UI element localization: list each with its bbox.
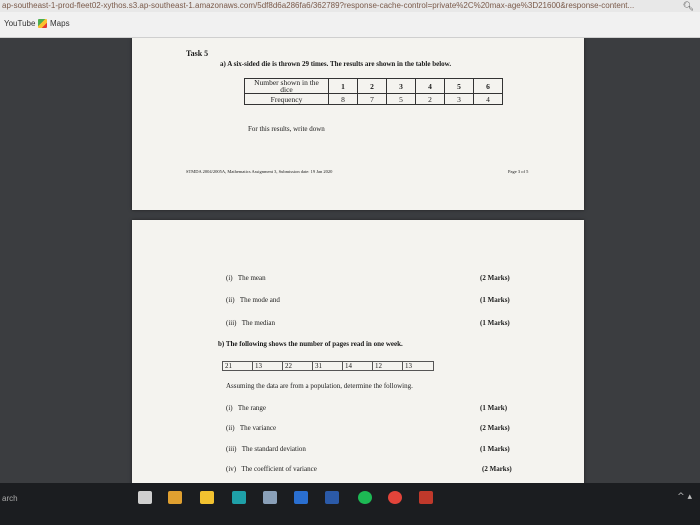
spotify-icon[interactable] xyxy=(358,491,372,504)
item-text: The variance xyxy=(239,424,277,432)
item-number: (i) xyxy=(226,274,233,282)
table-cell: 4 xyxy=(416,79,445,94)
table-row xyxy=(245,79,503,94)
item-number: (iii) xyxy=(226,445,237,453)
chrome-icon[interactable] xyxy=(388,491,402,504)
page-footer-left: STMDA 2004/2005A, Mathematics Assignment 3, Submission date: 19 Jan 2020 xyxy=(186,169,333,174)
table-cell: 6 xyxy=(474,79,503,94)
item-text: The mode and xyxy=(239,296,280,304)
list-item xyxy=(226,296,280,304)
table-cell: 5 xyxy=(387,94,416,105)
marks-label: (1 Marks) xyxy=(480,319,510,327)
list-item xyxy=(226,424,276,432)
mail-icon[interactable] xyxy=(294,491,308,504)
marks-label: (2 Marks) xyxy=(480,424,510,432)
taskbar-search[interactable]: arch xyxy=(2,494,18,503)
item-number: (ii) xyxy=(226,424,235,432)
document-viewer[interactable] xyxy=(0,38,700,483)
pages-read-row xyxy=(222,361,434,371)
item-number: (i) xyxy=(226,404,233,412)
table-header-frequency: Frequency xyxy=(245,94,329,105)
marks-label: (1 Marks) xyxy=(480,296,510,304)
item-number: (iii) xyxy=(226,319,237,327)
marks-label: (2 Marks) xyxy=(480,274,510,282)
table-cell: 2 xyxy=(358,79,387,94)
table-cell: 5 xyxy=(445,79,474,94)
list-item xyxy=(226,445,306,453)
file-explorer-icon[interactable] xyxy=(200,491,214,504)
bookmark-label: YouTube xyxy=(4,19,36,28)
table-cell: 13 xyxy=(253,362,283,370)
pdf-page-4 xyxy=(132,220,584,483)
table-cell: 7 xyxy=(358,94,387,105)
item-text: The range xyxy=(237,404,267,412)
word-icon[interactable] xyxy=(325,491,339,504)
table-cell: 22 xyxy=(283,362,313,370)
system-tray-chevron-icon[interactable]: ^ ▴ xyxy=(677,492,692,502)
item-text: The coefficient of variance xyxy=(241,465,317,473)
task-title: Task 5 xyxy=(186,49,209,58)
list-item xyxy=(226,274,266,282)
table-cell: 8 xyxy=(329,94,358,105)
taskbar xyxy=(0,483,700,525)
app-icon-teal[interactable] xyxy=(232,491,246,504)
item-text: The mean xyxy=(237,274,266,282)
address-bar[interactable] xyxy=(0,0,700,12)
marks-label: (1 Marks) xyxy=(480,445,510,453)
frequency-table xyxy=(244,78,503,105)
item-number: (ii) xyxy=(226,296,235,304)
table-cell: 13 xyxy=(405,362,412,370)
item-text: The standard deviation xyxy=(241,445,306,453)
bookmark-label: Maps xyxy=(50,19,70,28)
question-b-text: b) The following shows the number of pages read in one week. xyxy=(218,340,403,348)
marks-label: (1 Mark) xyxy=(480,404,508,412)
task-view-icon[interactable] xyxy=(138,491,152,504)
item-text: The median xyxy=(241,319,275,327)
table-cell: 4 xyxy=(474,94,503,105)
list-item xyxy=(226,465,317,473)
table-row xyxy=(245,94,503,105)
instruction-text: For this results, write down xyxy=(248,125,325,133)
bookmark-maps[interactable] xyxy=(38,19,70,28)
table-cell: 3 xyxy=(445,94,474,105)
photos-icon[interactable] xyxy=(263,491,277,504)
bookmark-youtube[interactable] xyxy=(4,19,35,28)
marks-label: (2 Marks) xyxy=(482,465,512,473)
maps-icon xyxy=(38,19,47,28)
item-number: (iv) xyxy=(226,465,237,473)
question-a-text: a) A six-sided die is thrown 29 times. The results are shown in the table below. xyxy=(220,60,452,68)
list-item xyxy=(226,319,275,327)
assumption-text: Assuming the data are from a population, determine the following. xyxy=(226,382,413,390)
table-cell: 1 xyxy=(329,79,358,94)
table-cell: 2 xyxy=(416,94,445,105)
bookmarks-bar xyxy=(0,12,700,38)
table-header-number: Number shown in the dice xyxy=(245,79,329,94)
table-cell: 3 xyxy=(387,79,416,94)
search-icon[interactable]: 🔍︎ xyxy=(682,1,694,11)
app-icon-red[interactable] xyxy=(419,491,433,504)
url-text: ap-southeast-1-prod-fleet02-xythos.s3.ap-southeast-1.amazonaws.com/5df8d6a286fa6/362789?response-cache-control=private%2C%20max-age%3D21600&response-content... xyxy=(2,1,635,10)
pdf-page-3 xyxy=(132,38,584,210)
table-cell: 14 xyxy=(343,362,373,370)
table-cell: 31 xyxy=(313,362,343,370)
list-item xyxy=(226,404,266,412)
table-cell: 12 xyxy=(373,362,403,370)
page-footer-right: Page 3 of 5 xyxy=(508,169,529,174)
table-cell: 21 xyxy=(223,362,253,370)
store-icon[interactable] xyxy=(168,491,182,504)
